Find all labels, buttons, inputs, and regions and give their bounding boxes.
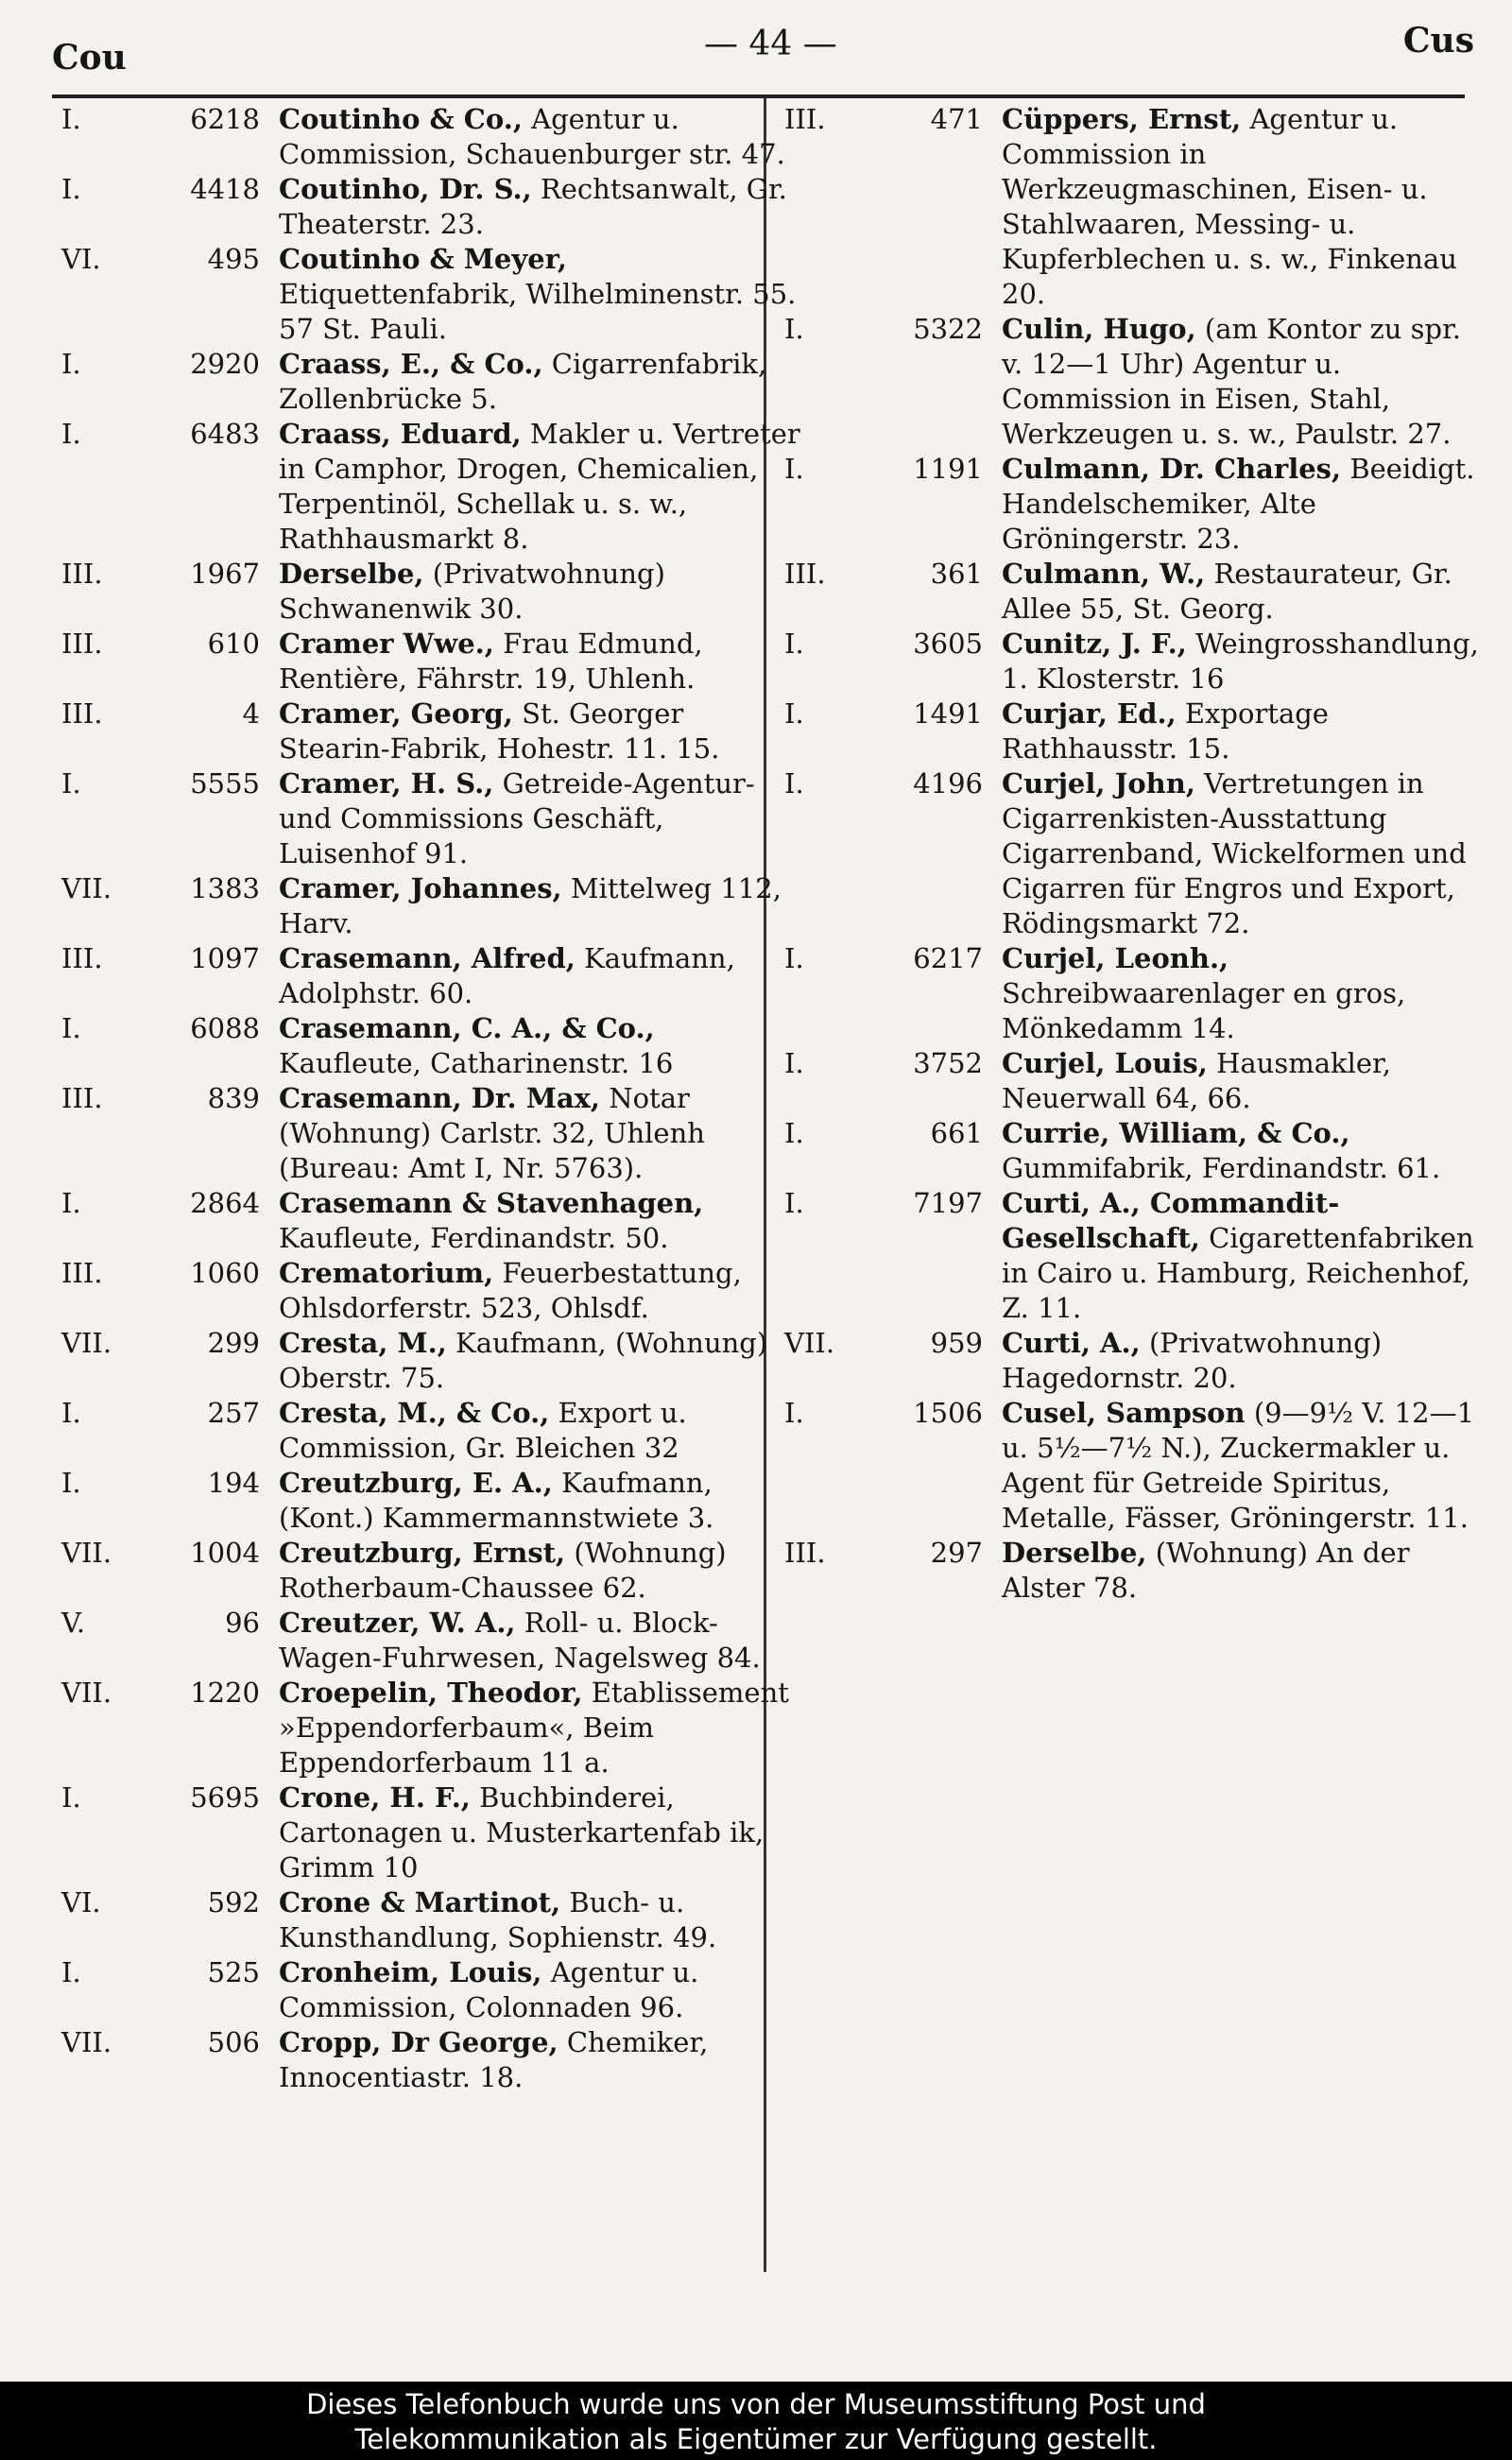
phone-number <box>770 1046 983 1116</box>
line-number: 7197 <box>913 1187 983 1219</box>
line-number: 525 <box>207 1956 260 1988</box>
entry-text <box>983 1536 1488 1606</box>
line-number: 495 <box>207 243 260 275</box>
footer-notice <box>0 2382 1512 2460</box>
entry-text <box>983 627 1488 697</box>
phone-number <box>38 1676 260 1780</box>
entry-text <box>983 557 1488 627</box>
entry-name: Cronheim, Louis, <box>279 1956 542 1988</box>
entry-details: Agentur u. Commission, Colonnaden 96. <box>279 1956 699 2023</box>
district-code: VII. <box>61 872 112 904</box>
entry-name: Cresta, M., & Co., <box>279 1397 550 1429</box>
district-code: I. <box>784 1397 804 1429</box>
phone-number <box>38 941 260 1011</box>
district-code: I. <box>61 1012 81 1044</box>
directory-entry <box>770 627 1488 697</box>
entry-details: Makler u. Vertreter in Camphor, Drogen, Chemicalien, Terpentinöl, Schellak u. s. w., Rathhausmarkt 8. <box>279 418 800 555</box>
footer-line-1: Dieses Telefonbuch wurde uns von der Museumsstiftung Post und <box>306 2388 1206 2420</box>
line-number: 4196 <box>913 767 983 800</box>
phone-number <box>770 766 983 941</box>
entry-text <box>260 871 803 941</box>
directory-entry <box>38 102 803 172</box>
line-number: 1004 <box>190 1537 260 1569</box>
phone-number <box>38 557 260 627</box>
entry-text <box>983 766 1488 941</box>
phone-number <box>38 347 260 417</box>
entry-details: (Wohnung) Rotherbaum-Chaussee 62. <box>279 1537 727 1604</box>
entry-name: Curjel, Leonh., <box>1002 942 1229 974</box>
directory-entry <box>38 557 803 627</box>
directory-entry <box>770 1186 1488 1326</box>
phone-number <box>38 417 260 557</box>
district-code: VII. <box>61 1677 112 1709</box>
directory-entry <box>38 1081 803 1186</box>
district-code: I. <box>61 173 81 205</box>
entry-name: Currie, William, & Co., <box>1002 1117 1350 1149</box>
entry-name: Derselbe, <box>279 558 424 590</box>
line-number: 6088 <box>190 1012 260 1044</box>
line-number: 1506 <box>913 1397 983 1429</box>
district-code: V. <box>61 1607 86 1639</box>
district-code: I. <box>61 1467 81 1499</box>
entry-details: (Privatwohnung) Schwanenwik 30. <box>279 558 665 625</box>
line-number: 661 <box>930 1117 983 1149</box>
entry-details: Roll- u. Block-Wagen-Fuhrwesen, Nagelsweg 84. <box>279 1607 761 1674</box>
phone-number <box>38 766 260 871</box>
entry-text <box>983 1116 1488 1186</box>
entry-text <box>260 347 803 417</box>
entry-name: Curti, A., Commandit-Gesellschaft, <box>1002 1187 1340 1254</box>
entry-name: Creutzburg, Ernst, <box>279 1537 566 1569</box>
entry-details: Exportage Rathhausstr. 15. <box>1002 697 1329 765</box>
directory-entry <box>770 941 1488 1046</box>
directory-entry <box>38 1396 803 1466</box>
entry-name: Cramer, Johannes, <box>279 872 562 904</box>
entry-name: Coutinho & Meyer, <box>279 243 567 275</box>
line-number: 3605 <box>913 628 983 660</box>
district-code: I. <box>61 348 81 380</box>
district-code: III. <box>61 1257 103 1289</box>
entry-text <box>260 941 803 1011</box>
entry-name: Curjar, Ed., <box>1002 697 1177 730</box>
directory-entry <box>770 452 1488 557</box>
district-code: III. <box>61 697 103 730</box>
line-number: 839 <box>207 1082 260 1114</box>
entry-name: Curjel, John, <box>1002 767 1195 800</box>
entry-name: Cresta, M., <box>279 1327 447 1359</box>
district-code: III. <box>61 558 103 590</box>
phone-number <box>770 627 983 697</box>
entry-details: Kaufmann, (Wohnung) Oberstr. 75. <box>279 1327 768 1394</box>
entry-text <box>983 102 1488 312</box>
line-number: 1967 <box>190 558 260 590</box>
phone-number <box>38 102 260 172</box>
phone-number <box>38 1081 260 1186</box>
entry-name: Crone, H. F., <box>279 1781 471 1814</box>
entry-name: Cunitz, J. F., <box>1002 628 1187 660</box>
entry-details: Vertretungen in Cigarrenkisten-Ausstattung Cigarrenband, Wickelformen und Cigarren für Engros und Export, Rödingsmarkt 72. <box>1002 767 1467 939</box>
header-rule <box>52 95 1465 98</box>
directory-entry <box>770 1326 1488 1396</box>
entry-text <box>260 627 803 697</box>
entry-text <box>260 172 803 242</box>
line-number: 1060 <box>190 1257 260 1289</box>
phone-number <box>38 1780 260 1885</box>
line-number: 299 <box>207 1327 260 1359</box>
line-number: 610 <box>207 628 260 660</box>
phone-number <box>38 697 260 766</box>
directory-entry <box>770 102 1488 312</box>
directory-entry <box>38 1256 803 1326</box>
district-code: VII. <box>61 2026 112 2058</box>
line-number: 592 <box>207 1886 260 1918</box>
entry-name: Cramer, Georg, <box>279 697 513 730</box>
entry-details: Buchbinderei, Cartonagen u. Musterkartenfab ik, Grimm 10 <box>279 1781 765 1884</box>
directory-entry <box>770 1046 1488 1116</box>
phone-number <box>38 172 260 242</box>
line-number: 4 <box>242 697 260 730</box>
entry-details: Mittelweg 112, Harv. <box>279 872 782 939</box>
entry-details: Kaufleute, Catharinenstr. 16 <box>279 1047 674 1079</box>
entry-text <box>260 1256 803 1326</box>
phone-number <box>770 557 983 627</box>
entry-name: Crasemann & Stavenhagen, <box>279 1187 704 1219</box>
line-number: 506 <box>207 2026 260 2058</box>
phone-number <box>38 627 260 697</box>
district-code: VI. <box>61 1886 101 1918</box>
line-number: 6218 <box>190 103 260 135</box>
phone-number <box>38 242 260 347</box>
entry-name: Crasemann, Alfred, <box>279 942 576 974</box>
directory-entry <box>38 1536 803 1606</box>
entry-text <box>260 1606 803 1676</box>
phone-number <box>770 1186 983 1326</box>
directory-entry <box>38 1466 803 1536</box>
entry-name: Crematorium, <box>279 1257 494 1289</box>
entry-text <box>260 1676 803 1780</box>
district-code: I. <box>784 1187 804 1219</box>
line-number: 1191 <box>913 453 983 485</box>
entry-text <box>260 102 803 172</box>
district-code: I. <box>784 313 804 345</box>
directory-entry <box>38 417 803 557</box>
district-code: III. <box>61 1082 103 1114</box>
line-number: 5555 <box>190 767 260 800</box>
district-code: I. <box>784 697 804 730</box>
entry-name: Creutzer, W. A., <box>279 1607 516 1639</box>
entry-text <box>260 1396 803 1466</box>
directory-entry <box>38 1955 803 2025</box>
district-code: I. <box>61 767 81 800</box>
entry-details: Feuerbestattung, Ohlsdorferstr. 523, Ohlsdf. <box>279 1257 742 1324</box>
phone-number <box>38 1955 260 2025</box>
footer-line-2: Telekommunikation als Eigentümer zur Verfügung gestellt. <box>354 2423 1158 2455</box>
header-left-guide: Cou <box>52 38 127 77</box>
line-number: 1383 <box>190 872 260 904</box>
district-code: I. <box>61 418 81 450</box>
entry-name: Creutzburg, E. A., <box>279 1467 553 1499</box>
line-number: 297 <box>930 1537 983 1569</box>
directory-entry <box>38 871 803 941</box>
entry-name: Derselbe, <box>1002 1537 1147 1569</box>
district-code: III. <box>784 558 826 590</box>
entry-text <box>260 766 803 871</box>
entry-name: Coutinho & Co., <box>279 103 523 135</box>
entry-text <box>260 557 803 627</box>
district-code: I. <box>784 942 804 974</box>
entry-details: (Wohnung) An der Alster 78. <box>1002 1537 1410 1604</box>
district-code: I. <box>61 1956 81 1988</box>
left-column <box>38 102 803 2095</box>
entry-name: Cusel, Sampson <box>1002 1397 1246 1429</box>
entry-text <box>260 1081 803 1186</box>
entry-details: Chemiker, Innocentiastr. 18. <box>279 2026 709 2093</box>
entry-details: Notar (Wohnung) Carlstr. 32, Uhlenh (Bureau: Amt I, Nr. 5763). <box>279 1082 705 1184</box>
entry-details: Schreibwaarenlager en gros, Mönkedamm 14. <box>1002 977 1406 1044</box>
entry-details: Weingrosshandlung, 1. Klosterstr. 16 <box>1002 628 1479 695</box>
phone-number <box>770 941 983 1046</box>
line-number: 257 <box>207 1397 260 1429</box>
district-code: I. <box>784 453 804 485</box>
directory-entry <box>38 766 803 871</box>
district-code: III. <box>784 103 826 135</box>
entry-details: Kaufleute, Ferdinandstr. 50. <box>279 1222 669 1254</box>
directory-entry <box>38 1780 803 1885</box>
phone-number <box>770 1396 983 1536</box>
directory-entry <box>770 312 1488 452</box>
phone-number <box>38 1885 260 1955</box>
directory-entry <box>38 2025 803 2095</box>
entry-details: Cigarettenfabriken in Cairo u. Hamburg, Reichenhof, Z. 11. <box>1002 1222 1474 1324</box>
phone-number <box>770 452 983 557</box>
entry-name: Crasemann, Dr. Max, <box>279 1082 600 1114</box>
district-code: VI. <box>61 243 101 275</box>
entry-name: Culmann, W., <box>1002 558 1206 590</box>
entry-details: Kaufmann, (Kont.) Kammermannstwiete 3. <box>279 1467 714 1534</box>
entry-text <box>260 1326 803 1396</box>
entry-details: Buch- u. Kunsthandlung, Sophienstr. 49. <box>279 1886 717 1953</box>
district-code: III. <box>784 1537 826 1569</box>
line-number: 6483 <box>190 418 260 450</box>
line-number: 2864 <box>190 1187 260 1219</box>
directory-entry <box>770 697 1488 766</box>
line-number: 3752 <box>913 1047 983 1079</box>
entry-details: Export u. Commission, Gr. Bleichen 32 <box>279 1397 687 1464</box>
entry-name: Cropp, Dr George, <box>279 2026 558 2058</box>
directory-entry <box>38 1326 803 1396</box>
district-code: I. <box>61 1397 81 1429</box>
directory-entry <box>38 242 803 347</box>
district-code: VII. <box>61 1327 112 1359</box>
line-number: 4418 <box>190 173 260 205</box>
entry-details: Agentur u. Commission, Schauenburger str. 47. <box>279 103 785 170</box>
entry-details: Rechtsanwalt, Gr. Theaterstr. 23. <box>279 173 787 240</box>
district-code: I. <box>784 767 804 800</box>
entry-text <box>260 1536 803 1606</box>
directory-entry <box>770 1116 1488 1186</box>
directory-entry <box>38 1606 803 1676</box>
line-number: 361 <box>930 558 983 590</box>
phone-number <box>38 2025 260 2095</box>
line-number: 1097 <box>190 942 260 974</box>
phone-number <box>770 697 983 766</box>
right-column <box>770 102 1488 1606</box>
line-number: 6217 <box>913 942 983 974</box>
phone-number <box>38 871 260 941</box>
entry-text <box>983 697 1488 766</box>
entry-text <box>260 1885 803 1955</box>
entry-details: Restaurateur, Gr. Allee 55, St. Georg. <box>1002 558 1452 625</box>
header-right-guide: Cus <box>1402 21 1474 60</box>
entry-details: Kaufmann, Adolphstr. 60. <box>279 942 735 1009</box>
phone-number <box>770 1536 983 1606</box>
entry-details: Hausmakler, Neuerwall 64, 66. <box>1002 1047 1391 1114</box>
directory-entry <box>38 1885 803 1955</box>
entry-details: Cigarrenfabrik, Zollenbrücke 5. <box>279 348 767 415</box>
entry-name: Crone & Martinot, <box>279 1886 561 1918</box>
entry-name: Crasemann, C. A., & Co., <box>279 1012 655 1044</box>
entry-details: (am Kontor zu spr. v. 12—1 Uhr) Agentur u. Commission in Eisen, Stahl, Werkzeugen u. s. w., Paulstr. 27. <box>1002 313 1461 450</box>
directory-entry <box>38 1676 803 1780</box>
district-code: I. <box>61 103 81 135</box>
line-number: 1491 <box>913 697 983 730</box>
directory-entry <box>770 1536 1488 1606</box>
phone-number <box>770 1326 983 1396</box>
directory-entry <box>770 766 1488 941</box>
phone-number <box>38 1396 260 1466</box>
entry-text <box>260 1466 803 1536</box>
phone-number <box>38 1326 260 1396</box>
entry-details: (Privatwohnung) Hagedornstr. 20. <box>1002 1327 1383 1394</box>
entry-name: Croepelin, Theodor, <box>279 1677 583 1709</box>
line-number: 194 <box>207 1467 260 1499</box>
entry-details: Getreide-Agentur- und Commissions Geschäft, Luisenhof 91. <box>279 767 755 869</box>
entry-text <box>983 1186 1488 1326</box>
district-code: III. <box>61 628 103 660</box>
directory-entry <box>38 172 803 242</box>
entry-name: Coutinho, Dr. S., <box>279 173 532 205</box>
directory-entry <box>38 941 803 1011</box>
district-code: I. <box>784 1047 804 1079</box>
district-code: I. <box>61 1781 81 1814</box>
directory-entry <box>38 697 803 766</box>
phone-number <box>770 312 983 452</box>
entry-details: St. Georger Stearin-Fabrik, Hohestr. 11. 15. <box>279 697 720 765</box>
entry-details: Etablissement »Eppendorferbaum«, Beim Eppendorferbaum 11 a. <box>279 1677 789 1779</box>
entry-name: Curti, A., <box>1002 1327 1141 1359</box>
entry-text <box>983 1396 1488 1536</box>
phone-number <box>38 1256 260 1326</box>
entry-text <box>260 242 803 347</box>
entry-text <box>260 2025 803 2095</box>
entry-details: Beeidigt. Handelschemiker, Alte Gröningerstr. 23. <box>1002 453 1475 555</box>
district-code: VII. <box>61 1537 112 1569</box>
district-code: I. <box>784 628 804 660</box>
directory-entry <box>38 347 803 417</box>
phone-number <box>770 1116 983 1186</box>
entry-text <box>260 1955 803 2025</box>
directory-entry <box>770 1396 1488 1536</box>
entry-text <box>983 1326 1488 1396</box>
line-number: 96 <box>225 1607 260 1639</box>
phone-number <box>38 1536 260 1606</box>
entry-details: Agentur u. Commission in Werkzeugmaschinen, Eisen- u. Stahlwaaren, Messing- u. Kupferblechen u. s. w., Finkenau 20. <box>1002 103 1457 310</box>
entry-name: Craass, E., & Co., <box>279 348 543 380</box>
entry-text <box>260 417 803 557</box>
entry-text <box>983 452 1488 557</box>
entry-name: Craass, Eduard, <box>279 418 522 450</box>
line-number: 471 <box>930 103 983 135</box>
phone-number <box>38 1011 260 1081</box>
entry-name: Curjel, Louis, <box>1002 1047 1208 1079</box>
entry-text <box>983 941 1488 1046</box>
directory-entry <box>38 1011 803 1081</box>
district-code: I. <box>61 1187 81 1219</box>
district-code: III. <box>61 942 103 974</box>
entry-text <box>983 1046 1488 1116</box>
entry-details: (9—9½ V. 12—1 u. 5½—7½ N.), Zuckermakler u. Agent für Getreide Spiritus, Metalle, Fässer, Gröningerstr. 11. <box>1002 1397 1475 1534</box>
phone-number <box>38 1186 260 1256</box>
phone-number <box>38 1606 260 1676</box>
entry-text <box>983 312 1488 452</box>
phone-number <box>38 1466 260 1536</box>
line-number: 959 <box>930 1327 983 1359</box>
entry-details: Etiquettenfabrik, Wilhelminenstr. 55. 57 St. Pauli. <box>279 278 797 345</box>
phone-number <box>770 102 983 312</box>
line-number: 1220 <box>190 1677 260 1709</box>
entry-name: Culin, Hugo, <box>1002 313 1196 345</box>
entry-text <box>260 1186 803 1256</box>
entry-text <box>260 1780 803 1885</box>
entry-name: Cüppers, Ernst, <box>1002 103 1242 135</box>
directory-entry <box>38 1186 803 1256</box>
district-code: VII. <box>784 1327 835 1359</box>
line-number: 2920 <box>190 348 260 380</box>
entry-details: Frau Edmund, Rentière, Fährstr. 19, Uhlenh. <box>279 628 703 695</box>
entry-text <box>260 1011 803 1081</box>
entry-name: Cramer Wwe., <box>279 628 494 660</box>
page-header <box>52 19 1474 76</box>
directory-entry <box>38 627 803 697</box>
district-code: I. <box>784 1117 804 1149</box>
entry-text <box>260 697 803 766</box>
page-number: — 44 — <box>704 25 837 63</box>
line-number: 5695 <box>190 1781 260 1814</box>
entry-details: Gummifabrik, Ferdinandstr. 61. <box>1002 1152 1441 1184</box>
entry-name: Culmann, Dr. Charles, <box>1002 453 1342 485</box>
entry-name: Cramer, H. S., <box>279 767 494 800</box>
line-number: 5322 <box>913 313 983 345</box>
directory-entry <box>770 557 1488 627</box>
